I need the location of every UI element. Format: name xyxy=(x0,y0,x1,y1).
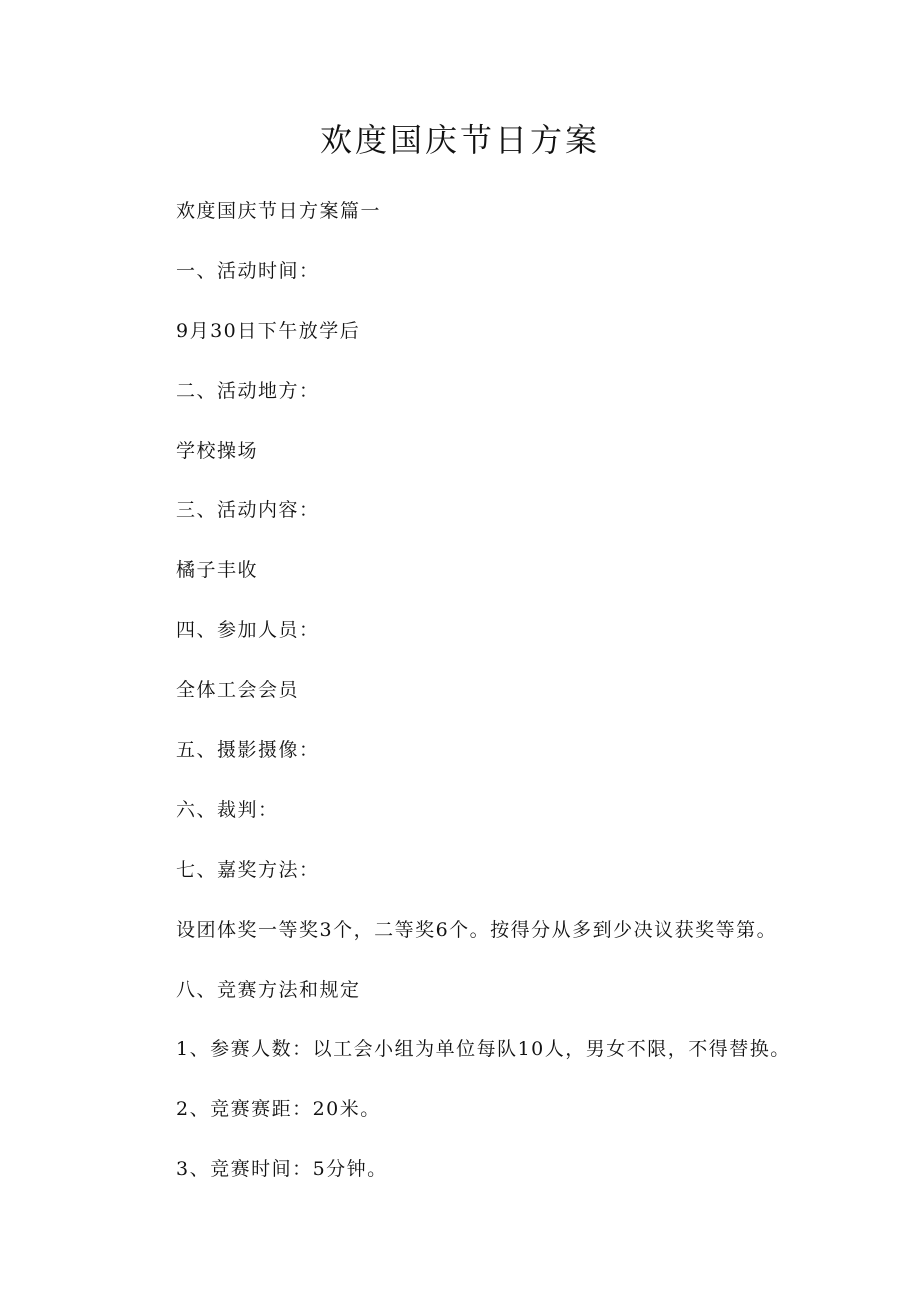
paragraph: 全体工会会员 xyxy=(176,679,300,702)
paragraph: 1、参赛人数：以工会小组为单位每队10人，男女不限，不得替换。 xyxy=(176,1038,791,1061)
paragraph: 3、竞赛时间：5分钟。 xyxy=(176,1158,388,1181)
paragraph: 八、竞赛方法和规定 xyxy=(176,978,361,1001)
paragraph: 一、活动时间： xyxy=(176,259,320,282)
document-title: 欢度国庆节日方案 xyxy=(319,121,600,159)
paragraph: 学校操场 xyxy=(176,439,259,462)
paragraph: 2、竞赛赛距：20米。 xyxy=(176,1098,381,1121)
paragraph: 三、活动内容： xyxy=(176,499,320,522)
paragraph: 五、摄影摄像： xyxy=(176,739,320,762)
paragraph: 设团体奖一等奖3个，二等奖6个。按得分从多到少决议获奖等第。 xyxy=(176,918,778,941)
paragraph: 七、嘉奖方法： xyxy=(176,858,320,881)
section-heading: 欢度国庆节日方案篇一 xyxy=(176,200,382,222)
paragraph: 四、参加人员： xyxy=(176,619,320,642)
paragraph: 六、裁判： xyxy=(176,798,279,821)
paragraph: 9月30日下午放学后 xyxy=(176,319,361,342)
paragraph: 橘子丰收 xyxy=(176,559,259,582)
document-body xyxy=(176,196,816,1214)
paragraph: 二、活动地方： xyxy=(176,379,320,402)
